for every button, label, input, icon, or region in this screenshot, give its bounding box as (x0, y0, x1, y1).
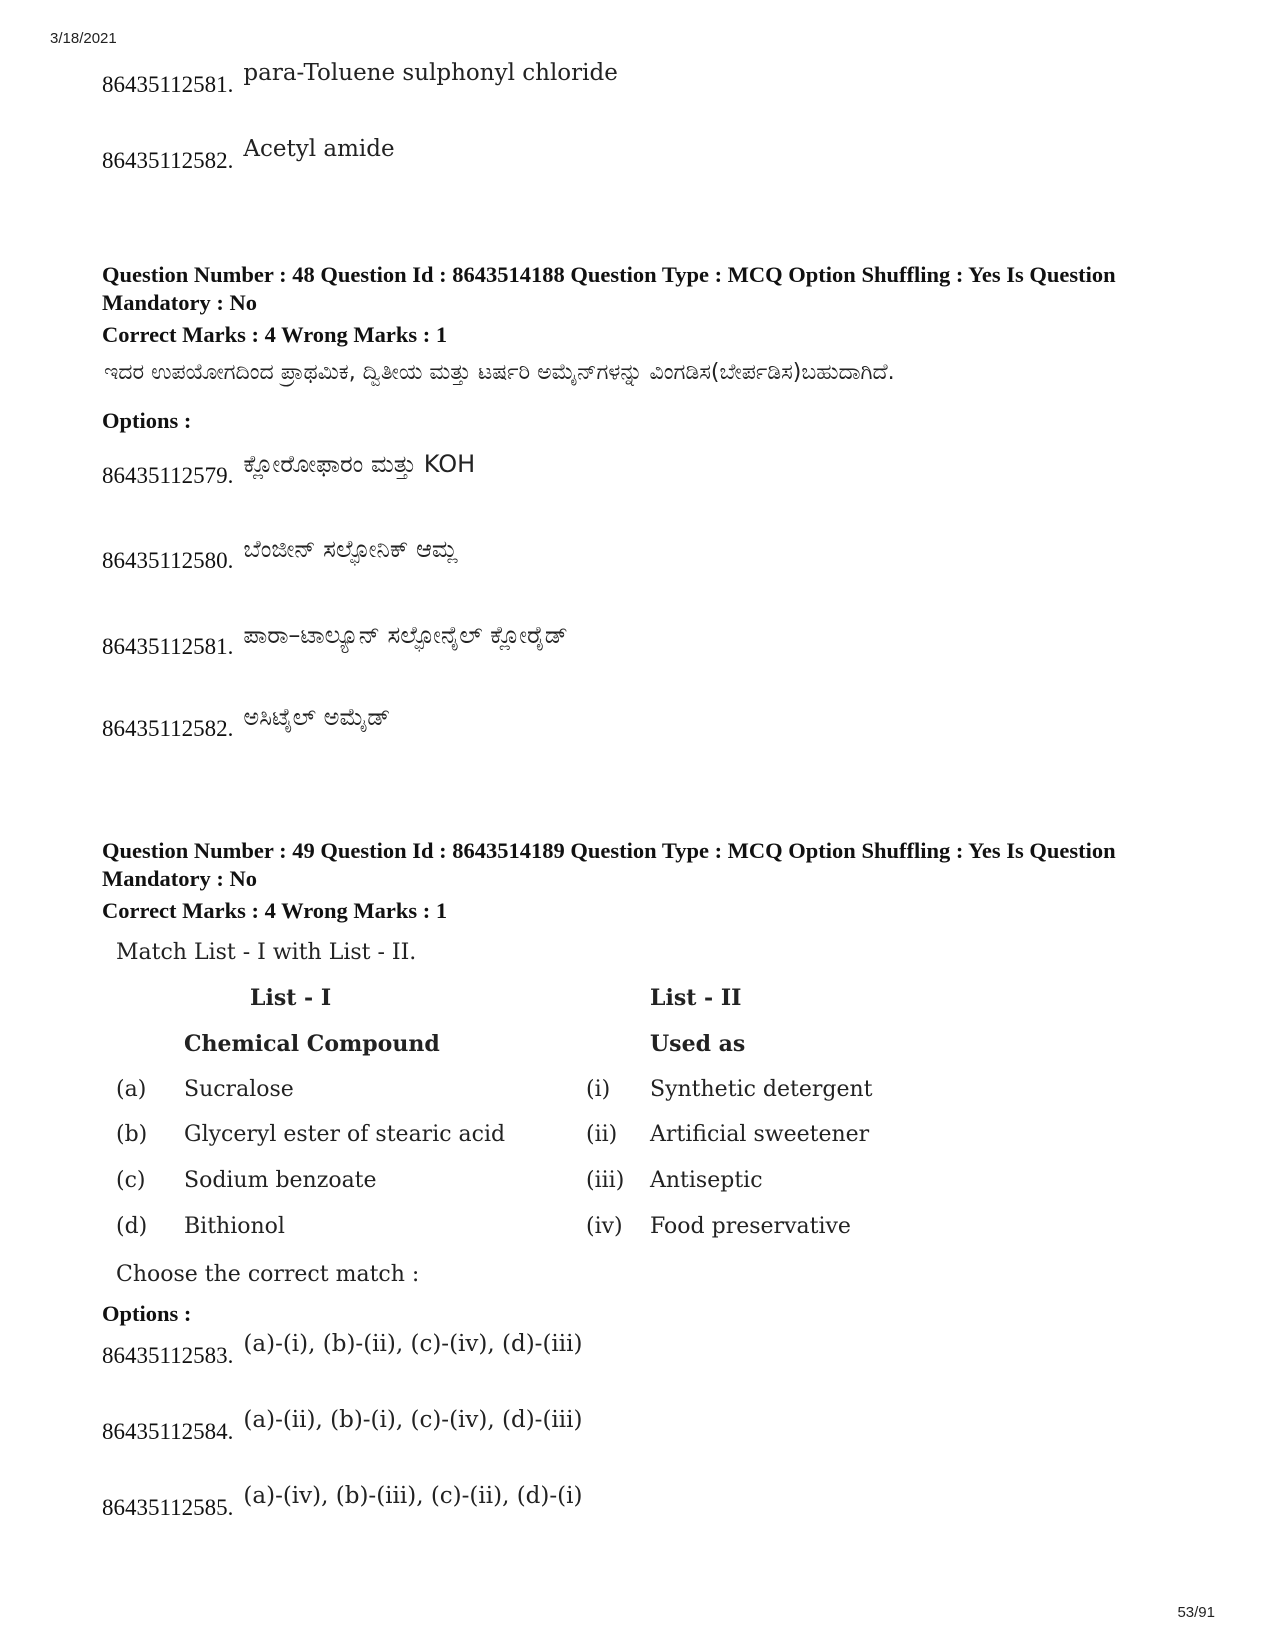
option-id: 86435112584. (102, 1419, 234, 1444)
option-id: 86435112580. (102, 548, 234, 573)
list1-label: (d) (116, 1214, 148, 1239)
list2-label: (i) (586, 1077, 611, 1102)
list2-title: List - II (650, 985, 742, 1011)
option-row (102, 703, 391, 742)
option-text: ಕ್ಲೋರೋಫಾರಂ ಮತ್ತು KOH (243, 450, 476, 478)
choose-prompt: Choose the correct match : (116, 1262, 420, 1287)
list2-heading: Used as (650, 1031, 746, 1057)
list2-label: (iv) (586, 1214, 623, 1239)
option-row (102, 1483, 583, 1521)
list2-item: Antiseptic (650, 1168, 763, 1193)
list1-title: List - I (250, 985, 332, 1011)
option-row (102, 1331, 583, 1369)
question-48-text: ಇದರ ಉಪಯೋಗದಿಂದ ಪ್ರಾಥಮಿಕ, ದ್ವಿತೀಯ ಮತ್ತು ಟರ್ಷರಿ ಅಮೈನ್‌ಗಳನ್ನು ವಿಂಗಡಿಸ(ಬೇರ್ಪಡಿಸ)ಬಹುದಾಗಿದೆ. (104, 360, 895, 385)
option-text: para-Toluene sulphonyl chloride (243, 60, 618, 86)
match-intro: Match List - I with List - II. (116, 940, 417, 965)
question-49-header: Question Number : 49 Question Id : 8643514189 Question Type : MCQ Option Shuffling : Yes Is Question Mandatory : No (102, 838, 1116, 891)
option-row (102, 1407, 583, 1445)
list1-heading: Chemical Compound (184, 1031, 440, 1057)
question-48-marks: Correct Marks : 4 Wrong Marks : 1 (102, 322, 448, 347)
question-48-header: Question Number : 48 Question Id : 8643514188 Question Type : MCQ Option Shuffling : Yes Is Question Mandatory : No (102, 262, 1116, 315)
option-id: 86435112583. (102, 1343, 234, 1368)
list2-item: Artificial sweetener (650, 1122, 870, 1147)
question-49-marks: Correct Marks : 4 Wrong Marks : 1 (102, 898, 448, 923)
option-text: (a)-(iv), (b)-(iii), (c)-(ii), (d)-(i) (243, 1483, 583, 1509)
option-id: 86435112582. (102, 716, 234, 741)
option-text: ಪಾರಾ–ಟಾಲ್ಯೂನ್ ಸಲ್ಫೋನೈಲ್ ಕ್ಲೋರೈಡ್ (243, 621, 568, 649)
option-row (102, 136, 395, 174)
option-id: 86435112579. (102, 463, 234, 488)
question-49-options-label: Options : (102, 1301, 192, 1326)
option-text: ಬೆಂಜೀನ್ ಸಲ್ಫೋನಿಕ್ ಆಮ್ಲ (243, 535, 458, 563)
list1-item: Bithionol (184, 1214, 285, 1239)
option-id: 86435112581. (102, 634, 234, 659)
option-row (102, 535, 458, 574)
option-row (102, 450, 476, 489)
option-text: (a)-(i), (b)-(ii), (c)-(iv), (d)-(iii) (243, 1331, 583, 1357)
option-id: 86435112581. (102, 72, 234, 97)
list2-label: (iii) (586, 1168, 625, 1193)
option-text: (a)-(ii), (b)-(i), (c)-(iv), (d)-(iii) (243, 1407, 583, 1433)
list1-item: Glyceryl ester of stearic acid (184, 1122, 506, 1147)
print-date: 3/18/2021 (50, 30, 117, 47)
list1-label: (a) (116, 1077, 147, 1102)
page-number: 53/91 (1177, 1604, 1215, 1621)
option-text: Acetyl amide (243, 136, 395, 162)
option-text: ಅಸಿಟೈಲ್ ಅಮೈಡ್ (243, 703, 391, 731)
option-id: 86435112585. (102, 1495, 234, 1520)
list1-item: Sucralose (184, 1077, 294, 1102)
option-id: 86435112582. (102, 148, 234, 173)
list2-item: Food preservative (650, 1214, 851, 1239)
option-row (102, 60, 618, 98)
question-48-options-label: Options : (102, 408, 192, 433)
list1-label: (b) (116, 1122, 148, 1147)
list2-item: Synthetic detergent (650, 1077, 873, 1102)
option-row (102, 621, 568, 660)
list2-label: (ii) (586, 1122, 618, 1147)
list1-item: Sodium benzoate (184, 1168, 377, 1193)
list1-label: (c) (116, 1168, 146, 1193)
